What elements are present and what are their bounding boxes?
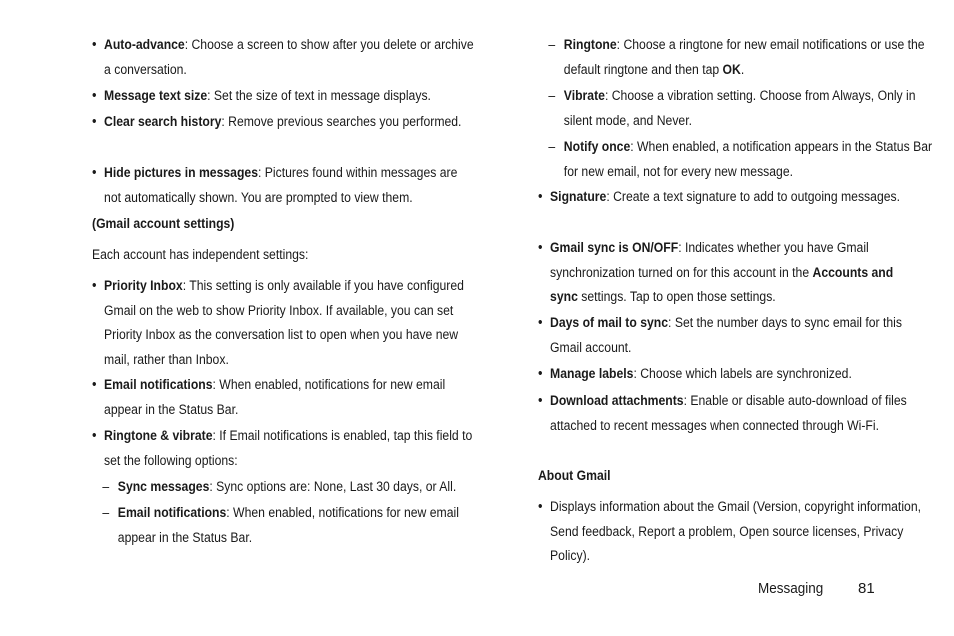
page-number: 81 (858, 580, 875, 597)
item-term: Hide pictures in messages (104, 165, 258, 181)
item-desc-end: settings. Tap to open those settings. (577, 289, 776, 305)
sub-item-vibrate (538, 84, 935, 133)
item-term: Download attachments (550, 393, 684, 409)
item-desc: : Choose which labels are synchronized. (633, 366, 852, 382)
list-item-priority-inbox (92, 274, 475, 372)
list-item-gmail-sync (538, 236, 921, 310)
item-desc: : Enable or disable auto-download of files attached to recent messages when connected through Wi-Fi. (550, 393, 907, 434)
paragraph-independent-settings: Each account has independent settings: (92, 247, 309, 263)
item-desc: : Indicates whether you have Gmail synchronization turned on for this account in the (550, 240, 869, 281)
item-term-ok: OK (722, 61, 741, 78)
bullet-marker: • (538, 392, 543, 409)
sub-item-notify-once (538, 135, 935, 184)
item-desc: : When enabled, notifications for new email appear in the Status Bar. (104, 377, 446, 418)
list-item-signature (538, 185, 921, 210)
bullet-marker: • (538, 365, 543, 382)
item-desc-end: . (740, 61, 745, 78)
item-term: Vibrate (563, 88, 605, 104)
item-desc: : Set the size of text in message displays. (207, 88, 431, 104)
footer-section-name: Messaging (758, 580, 824, 597)
item-desc: : Choose a vibration setting. Choose from Always, Only in silent mode, and Never. (563, 88, 916, 129)
item-desc: : When enabled, a notification appears in the Status Bar for new email, not for every new message. (563, 139, 933, 180)
list-item-email-notifications (92, 373, 475, 422)
bullet-marker: • (538, 314, 543, 331)
sub-item-email-notifications (92, 501, 489, 550)
list-item-message-text-size (92, 84, 475, 109)
dash-marker: – (102, 479, 110, 495)
list-item-manage-labels (538, 362, 921, 387)
bullet-marker: • (92, 87, 97, 104)
bullet-marker: • (538, 188, 543, 205)
dash-marker: – (102, 505, 110, 521)
list-item-hide-pictures (92, 161, 475, 210)
item-term: Email notifications (104, 377, 213, 393)
section-heading-gmail-account-settings: (Gmail account settings) (92, 216, 235, 232)
item-desc: : Pictures found within messages are not automatically shown. You are prompted to view them. (104, 165, 458, 206)
item-term: Auto-advance (104, 37, 185, 53)
item-term: Priority Inbox (104, 278, 183, 294)
bullet-marker: • (92, 36, 97, 53)
bullet-marker: • (92, 376, 97, 393)
item-desc: : Sync options are: None, Last 30 days, or All. (209, 479, 457, 495)
item-desc: : This setting is only available if you have configured Gmail on the web to show Priority Inbox. If available, you can set Priority Inbox as the conversation list to open when you have new mail, rather than Inbox. (104, 278, 464, 368)
item-term: Email notifications (117, 505, 227, 521)
item-term-accounts-sync: Accounts and sync (550, 264, 894, 305)
item-desc: Displays information about the Gmail (Version, copyright information, Send feedback, Report a problem, Open source licenses, Privacy Policy). (550, 499, 921, 564)
list-item-ringtone-vibrate (92, 424, 475, 473)
sub-item-ringtone (538, 33, 935, 82)
item-term: Manage labels (550, 366, 634, 382)
item-term: Clear search history (104, 114, 222, 130)
dash-marker: – (548, 88, 556, 104)
item-term: Message text size (104, 88, 208, 104)
section-heading-about-gmail: About Gmail (538, 468, 611, 484)
item-desc: : Set the number days to sync email for this Gmail account. (550, 315, 903, 356)
bullet-marker: • (538, 239, 543, 256)
list-item-clear-search-history (92, 110, 475, 135)
item-term: Days of mail to sync (550, 315, 669, 331)
dash-marker: – (548, 139, 556, 155)
item-term: Notify once (563, 139, 631, 155)
item-term: Sync messages (117, 479, 210, 495)
item-desc: : Create a text signature to add to outgoing messages. (606, 189, 901, 205)
dash-marker: – (548, 37, 556, 53)
bullet-marker: • (92, 113, 97, 130)
item-desc: : Remove previous searches you performed. (221, 114, 462, 130)
item-desc: : When enabled, notifications for new email appear in the Status Bar. (117, 505, 459, 546)
bullet-marker: • (538, 498, 543, 515)
list-item-download-attachments (538, 389, 921, 438)
item-term: Signature (550, 189, 607, 205)
item-term: Ringtone (563, 37, 617, 53)
item-term: Ringtone & vibrate (104, 428, 213, 444)
item-desc: : Choose a ringtone for new email notifications or use the default ringtone and then tap (563, 37, 925, 78)
list-item-about-info (538, 495, 921, 569)
bullet-marker: • (92, 164, 97, 181)
item-desc: : Choose a screen to show after you delete or archive a conversation. (104, 37, 474, 78)
sub-item-sync-messages (92, 475, 489, 500)
bullet-marker: • (92, 427, 97, 444)
item-desc: : If Email notifications is enabled, tap this field to set the following options: (104, 428, 473, 469)
item-term: Gmail sync is ON/OFF (550, 240, 679, 256)
list-item-days-of-mail (538, 311, 921, 360)
bullet-marker: • (92, 277, 97, 294)
list-item-auto-advance (92, 33, 475, 82)
